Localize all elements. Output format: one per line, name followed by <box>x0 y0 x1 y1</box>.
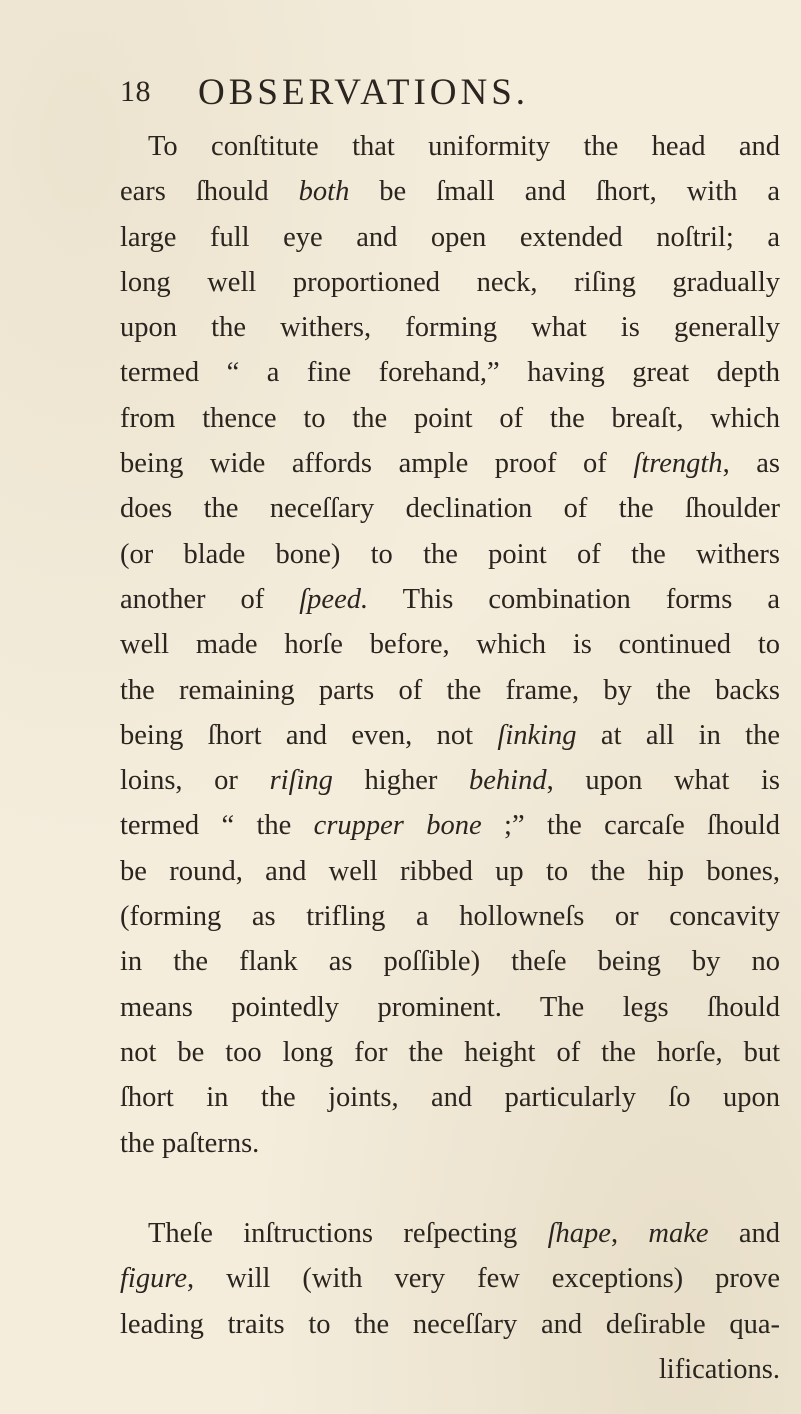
text-line <box>120 803 780 848</box>
text-run: at all in the <box>576 719 781 751</box>
text-run: does the neceſſary declination of the ſhoulder <box>120 493 780 525</box>
paragraph <box>120 1211 780 1392</box>
text-run: ſhort in the joints, and particularly ſo upon <box>120 1082 780 1114</box>
text-line <box>120 668 780 713</box>
text-run: means pointedly prominent. The legs ſhould <box>120 991 780 1023</box>
text-run: termed “ a fine forehand,” having great depth <box>120 357 780 389</box>
paragraph <box>120 124 780 1166</box>
italic-text: ſhape <box>547 1218 611 1250</box>
text-line <box>120 758 780 803</box>
text-line <box>120 849 780 894</box>
text-run: (forming as trifling a hollowneſs or concavity <box>120 901 780 933</box>
text-line <box>120 1030 780 1075</box>
text-run: and <box>708 1218 780 1250</box>
text-line <box>120 350 780 395</box>
text-line <box>120 1211 780 1256</box>
italic-text: ſpeed. <box>299 583 369 615</box>
page-number: 18 <box>120 75 151 108</box>
text-line <box>120 939 780 984</box>
text-line <box>120 1347 780 1392</box>
text-run: ;” the carcaſe ſhould <box>481 810 780 842</box>
italic-text: both <box>298 176 350 208</box>
italic-text: ſinking <box>497 719 577 751</box>
text-run: be ſmall and ſhort, with a <box>349 176 780 208</box>
text-run: be round, and well ribbed up to the hip bones, <box>120 855 780 887</box>
text-line <box>120 260 780 305</box>
text-run: large full eye and open extended noſtril; a <box>120 221 780 253</box>
text-line <box>120 305 780 350</box>
text-line <box>120 532 780 577</box>
italic-text: crupper bone <box>313 810 482 842</box>
text-run: not be too long for the height of the horſe, but <box>120 1036 780 1068</box>
text-run: long well proportioned neck, riſing gradually <box>120 266 780 298</box>
text-line <box>120 622 780 667</box>
text-line <box>120 124 780 169</box>
italic-text: ſtrength <box>633 448 723 480</box>
text-run: , will (with very few exceptions) prove <box>187 1263 780 1295</box>
text-line <box>120 1075 780 1120</box>
text-line <box>120 713 780 758</box>
italic-text: riſing <box>269 765 333 797</box>
text-run: well made horſe before, which is continued to <box>120 629 780 661</box>
text-line <box>120 396 780 441</box>
text-line <box>120 169 780 214</box>
text-run: upon the withers, forming what is generally <box>120 312 780 344</box>
page-header <box>120 72 740 112</box>
text-line <box>120 215 780 260</box>
text-run: To conſtitute that uniformity the head and <box>148 131 780 162</box>
text-run: another of <box>120 583 300 615</box>
text-line <box>120 985 780 1030</box>
text-run: ears ſhould <box>120 176 299 208</box>
text-run: loins, or <box>120 765 270 797</box>
text-line <box>120 1121 780 1166</box>
text-run: in the flank as poſſible) theſe being by no <box>120 946 780 978</box>
paragraph-gap <box>120 1166 780 1211</box>
italic-text: figure <box>120 1263 188 1295</box>
text-line <box>120 894 780 939</box>
text-run: , upon what is <box>546 765 781 797</box>
text-run: (or blade bone) to the point of the withers <box>120 538 780 570</box>
text-run: higher <box>332 765 469 797</box>
text-run: from thence to the point of the breaſt, which <box>120 402 780 434</box>
text-line <box>120 486 780 531</box>
text-run: , as <box>722 448 780 480</box>
text-line <box>120 1302 780 1347</box>
text-run: the paſterns. <box>120 1127 260 1159</box>
text-run: leading traits to the neceſſary and deſirable qua- <box>120 1308 780 1340</box>
text-run: This combination forms a <box>368 583 780 615</box>
text-run: the remaining parts of the frame, by the backs <box>120 674 780 706</box>
running-head: OBSERVATIONS. <box>198 71 530 113</box>
text-run: Theſe inſtructions reſpecting <box>148 1218 548 1250</box>
text-line <box>120 577 780 622</box>
body-text <box>120 124 780 1392</box>
text-run: termed “ the <box>120 810 314 842</box>
italic-text: behind <box>469 765 547 797</box>
text-run: , <box>610 1218 649 1250</box>
text-line <box>120 441 780 486</box>
text-line <box>120 1256 780 1301</box>
italic-text: make <box>648 1218 709 1250</box>
text-run: being wide affords ample proof of <box>120 448 634 480</box>
text-run: being ſhort and even, not <box>120 719 498 751</box>
text-run: lifications. <box>658 1354 780 1386</box>
